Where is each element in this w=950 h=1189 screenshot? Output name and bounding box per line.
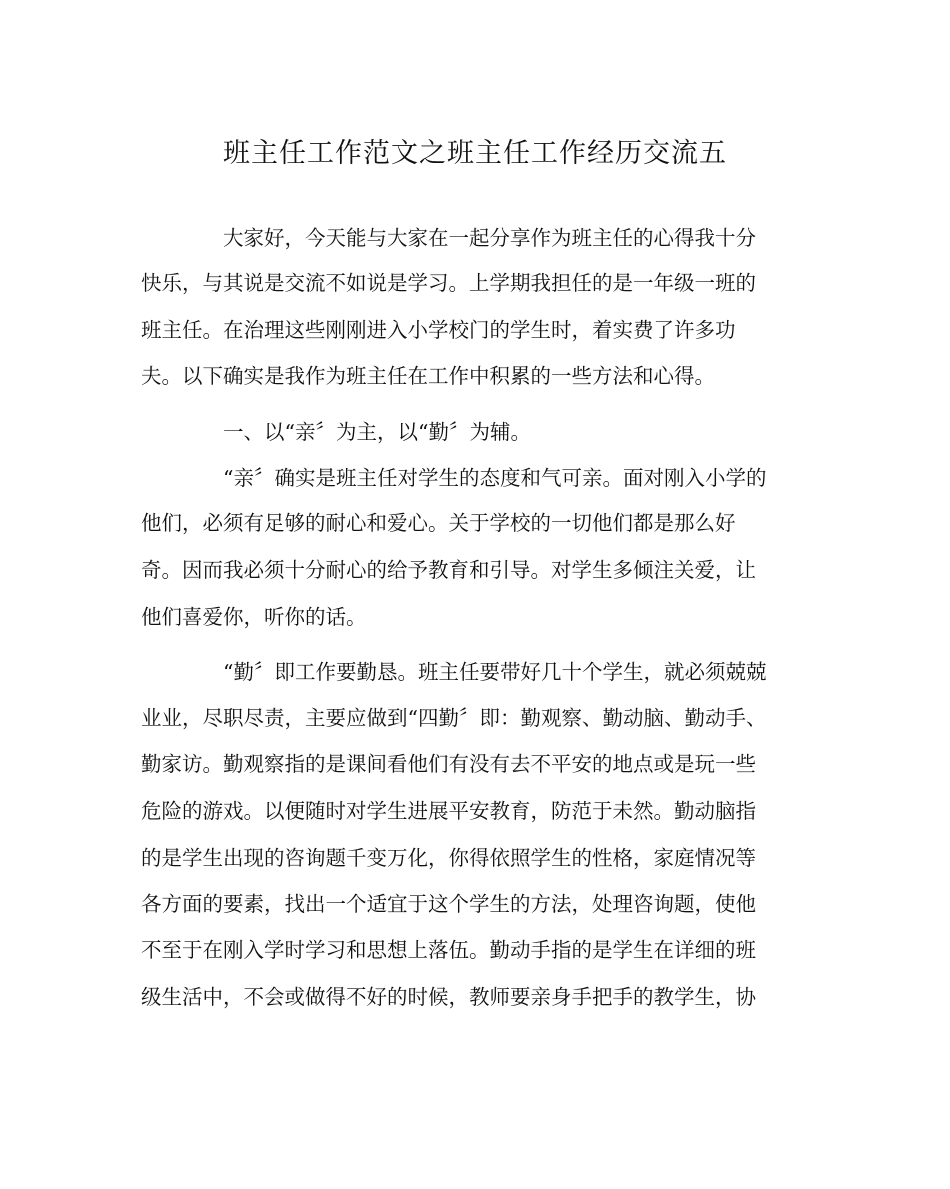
paragraph-line: 他们，必须有足够的耐心和爱心。关于学校的一切他们都是那么好 (141, 511, 736, 535)
section-heading: 一、以“亲〞为主，以“勤〞为辅。 (223, 420, 531, 444)
paragraph-line: 他们喜爱你，听你的话。 (141, 605, 367, 629)
paragraph-line: 不至于在刚入学时学习和思想上落伍。勤动手指的是学生在详细的班 (141, 938, 756, 962)
paragraph-line: 奇。因而我必须十分耐心的给予教育和引导。对学生多倾注关爱，让 (141, 558, 756, 582)
paragraph-line: 夫。以下确实是我作为班主任在工作中积累的一些方法和心得。 (141, 364, 715, 388)
paragraph-line: 大家好，今天能与大家在一起分享作为班主任的心得我十分 (223, 226, 756, 250)
paragraph-line: 班主任。在治理这些刚刚进入小学校门的学生时，着实费了许多功 (141, 318, 736, 342)
paragraph-line: 勤家访。勤观察指的是课间看他们有没有去不平安的地点或是玩一些 (141, 752, 756, 776)
paragraph-line: 快乐，与其说是交流不如说是学习。上学期我担任的是一年级一班的 (141, 271, 756, 295)
paragraph-line: “勤〞即工作要勤恳。班主任要带好几十个学生，就必须兢兢 (223, 660, 767, 684)
paragraph-line: 业业，尽职尽责，主要应做到“四勤〞即：勤观察、勤动脑、勤动手、 (141, 706, 767, 730)
paragraph-line: 各方面的要素，找出一个适宜于这个学生的方法，处理咨询题，使他 (141, 892, 756, 916)
paragraph-line: 级生活中，不会或做得不好的时候，教师要亲身手把手的教学生，协 (141, 985, 756, 1009)
paragraph-line: 的是学生出现的咨询题千变万化，你得依照学生的性格，家庭情况等 (141, 846, 756, 870)
paragraph-line: 危险的游戏。以便随时对学生进展平安教育，防范于未然。勤动脑指 (141, 799, 756, 823)
paragraph-line: “亲〞确实是班主任对学生的态度和气可亲。面对刚入小学的 (223, 466, 767, 490)
document-title: 班主任工作范文之班主任工作经历交流五 (223, 138, 727, 169)
